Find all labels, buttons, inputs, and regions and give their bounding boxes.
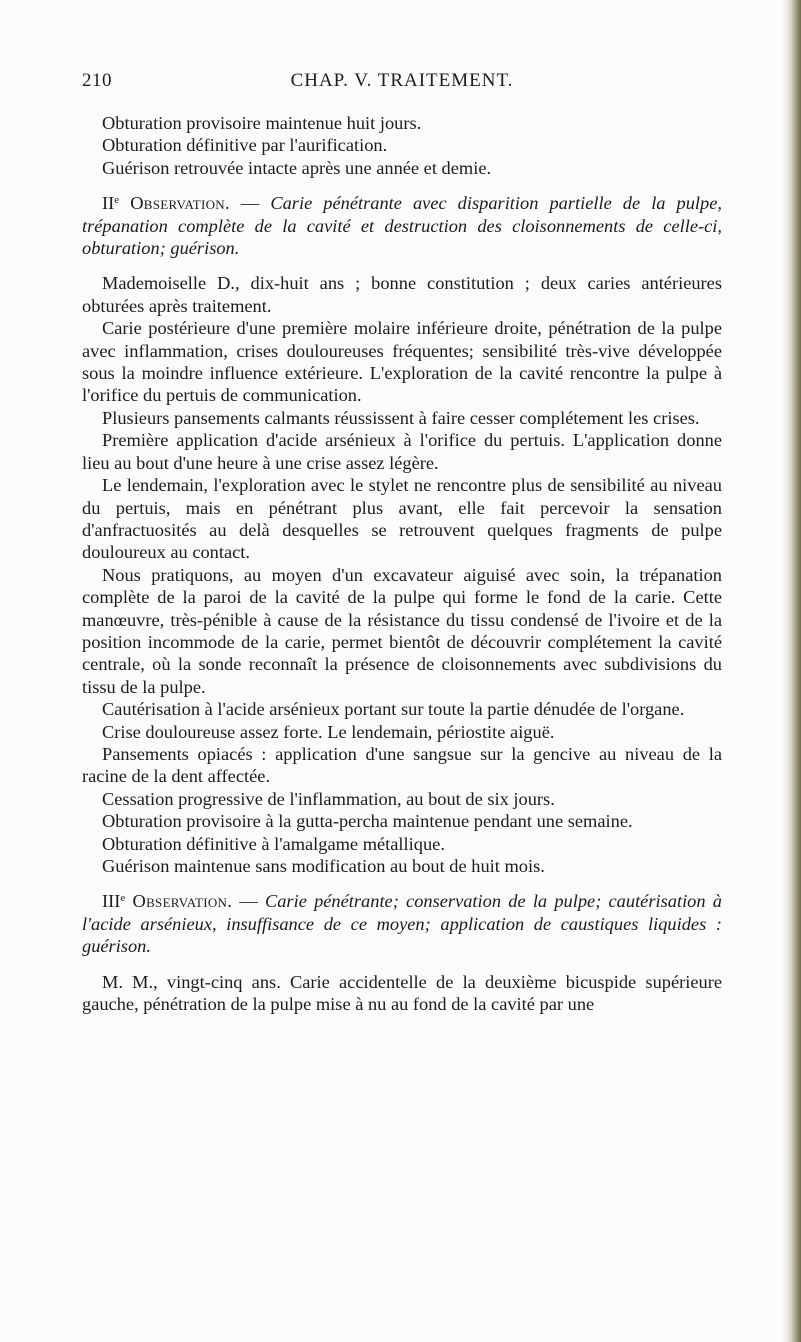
observation-label: Observation. — [132, 891, 233, 912]
paragraph: Carie postérieure d'une première molaire inférieure droite, pénétration de la pulpe avec inflammation, crises douloureuses fréquentes; sensibilité très-vive développée sous la moindre influence extérieure. L'exploration de la cavité rencontre la pulpe à l'orifice du pertuis de communication. — [82, 318, 722, 406]
paragraph: Obturation provisoire à la gutta-percha maintenue pendant une semaine. — [102, 811, 633, 832]
observation-dash: — — [229, 193, 271, 214]
paragraph: Cautérisation à l'acide arsénieux portant sur toute la partie dénudée de l'organe. — [102, 699, 685, 720]
paragraph: Pansements opiacés : application d'une sangsue sur la gencive au niveau de la racine de la dent affectée. — [82, 743, 722, 787]
observation-title: Carie pénétrante; conservation de la pulpe; cautérisation à l'acide arsénieux, insuffisance de ce moyen; application de caustiques liquides : guérison. — [82, 891, 722, 957]
observation-heading — [82, 192, 722, 259]
running-head: CHAP. V. TRAITEMENT. — [290, 70, 514, 91]
observation-number: II — [102, 193, 115, 214]
paragraph: Première application d'acide arsénieux à l'orifice du pertuis. L'application donne lieu au bout d'une heure à une crise assez légère. — [82, 430, 722, 473]
observation-number-suffix: e — [120, 892, 126, 905]
paragraph: Obturation provisoire maintenue huit jours. — [102, 113, 422, 133]
body-text — [82, 112, 722, 1015]
page-number: 210 — [82, 70, 112, 91]
observation-number: III — [102, 891, 121, 912]
observation-heading — [82, 890, 722, 957]
observation-title: Carie pénétrante avec disparition partielle de la pulpe, trépanation complète de la cavité et destruction des cloisonnements de celle-ci, obturation; guérison. — [82, 193, 722, 259]
paragraph: Nous pratiquons, au moyen d'un excavateur aiguisé avec soin, la trépanation complète de la paroi de la cavité de la pulpe qui forme le fond de la carie. Cette manœuvre, très-pénible à cause de la résistance du tissu condensé de l'ivoire et de la position incommode de la carie, permet bientôt de découvrir complétement la cavité centrale, où la sonde reconnaît la présence de cloisonnements avec subdivisions du tissu de la pulpe. — [82, 564, 722, 697]
observation-number-suffix: e — [114, 194, 120, 207]
observation-dash: — — [232, 891, 265, 912]
observation-label: Observation. — [130, 193, 230, 214]
paragraph: Obturation définitive à l'amalgame métallique. — [102, 833, 445, 854]
page-edge-shadow — [779, 0, 801, 1342]
paragraph: Plusieurs pansements calmants réussissent à faire cesser complétement les crises. — [102, 407, 700, 428]
paragraph: Crise douloureuse assez forte. Le lendemain, périostite aiguë. — [102, 721, 555, 742]
paragraph: Le lendemain, l'exploration avec le stylet ne rencontre plus de sensibilité au niveau du pertuis, mais en pénétrant plus avant, elle fait percevoir la sensation d'anfractuosités au delà desquelles se retrouvent quelques fragments de pulpe douloureux au contact. — [82, 475, 722, 563]
paragraph: Mademoiselle D., dix-huit ans ; bonne constitution ; deux caries antérieures obturées après traitement. — [82, 273, 722, 316]
paragraph: Obturation définitive par l'aurification. — [102, 135, 388, 156]
paragraph: Guérison retrouvée intacte après une année et demie. — [102, 157, 492, 178]
page-header — [82, 70, 722, 96]
paragraph: Guérison maintenue sans modification au bout de huit mois. — [102, 856, 545, 876]
paragraph: M. M., vingt-cinq ans. Carie accidentelle de la deuxième bicuspide supérieure gauche, pénétration de la pulpe mise à nu au fond de la cavité par une — [82, 971, 722, 1015]
paragraph: Cessation progressive de l'inflammation, au bout de six jours. — [102, 788, 555, 809]
